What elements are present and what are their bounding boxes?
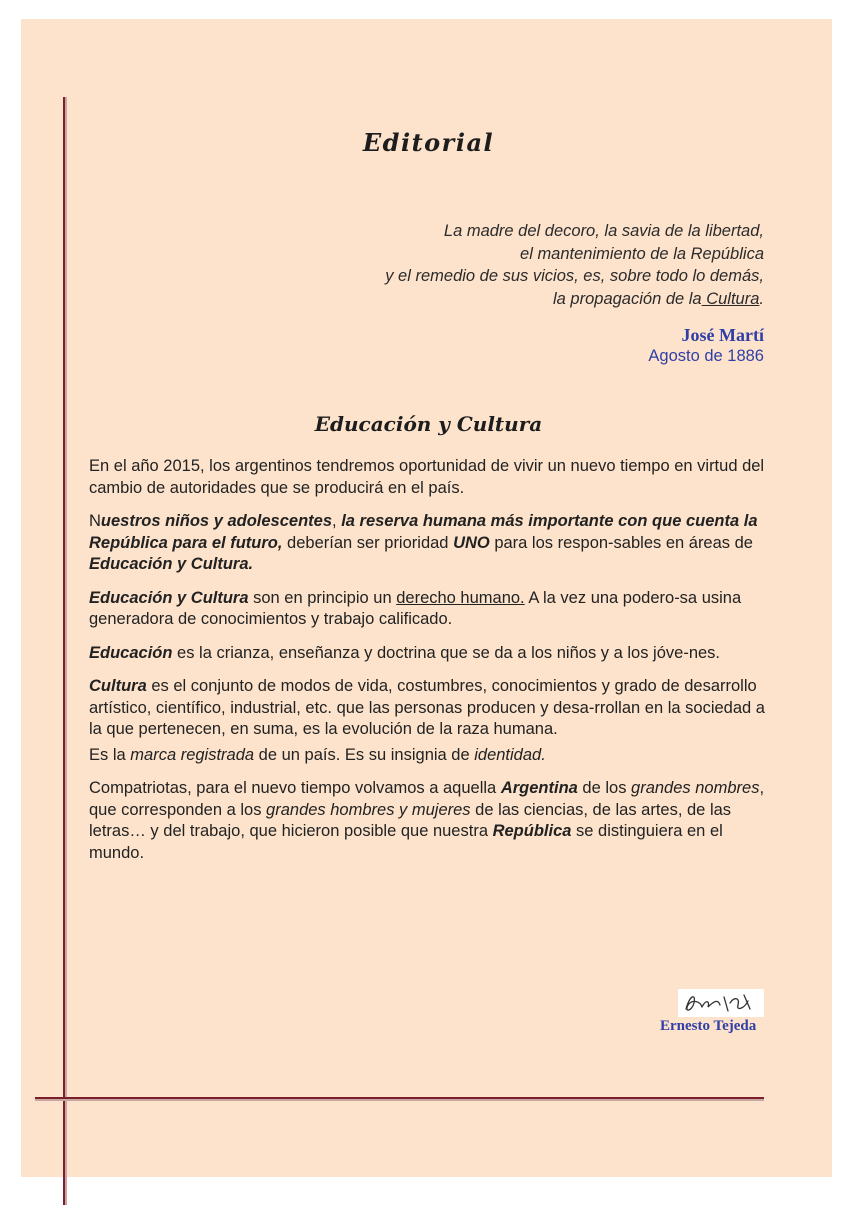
text: se distinguiera en el mundo. — [89, 822, 723, 862]
italic-text: grandes hombres y mujeres — [266, 800, 471, 819]
italic-text: grandes nombres — [631, 779, 760, 797]
italic-text: marca registrada — [130, 745, 255, 764]
text: , — [332, 512, 342, 530]
section-title: Educación y Cultura — [314, 412, 543, 436]
text: de un país. Es su insignia de — [254, 745, 475, 764]
text: de las ciencias, de las artes, de las letras… y del trabajo, que hicieron posible que nuestra — [89, 800, 732, 840]
text: deberían ser prioridad — [282, 533, 454, 552]
vertical-rule — [63, 97, 65, 1205]
paragraph — [89, 643, 765, 665]
epigraph-line: La madre del decoro, la savia de la libertad, — [443, 222, 764, 240]
emphasis: República — [492, 822, 572, 840]
paragraph — [89, 778, 765, 864]
text: es la crianza, enseñanza y doctrina que se da a los niños y a los jóve-nes. — [172, 643, 721, 662]
epigraph-text: . — [759, 289, 764, 308]
signature-image — [678, 989, 764, 1017]
paragraph — [89, 588, 765, 631]
epigraph-line — [244, 288, 764, 311]
text: son en principio un — [248, 588, 397, 607]
text: Es la — [89, 745, 131, 764]
paragraph — [89, 511, 765, 576]
underlined-text: derecho humano. — [396, 588, 525, 607]
handwritten-signature-icon — [678, 989, 764, 1017]
epigraph — [244, 220, 764, 310]
epigraph-line: el mantenimiento de la República — [520, 244, 764, 263]
author-name: José Martí — [681, 325, 764, 345]
emphasis: Cultura — [89, 677, 147, 695]
signature-name: Ernesto Tejeda — [660, 1018, 757, 1034]
paragraph: En el año 2015, los argentinos tendremos oportunidad de vivir un nuevo tiempo en virtud del cambio de autoridades que se producirá en el país. — [89, 457, 765, 497]
epigraph-text: la propagación de la — [553, 289, 702, 308]
paragraph — [89, 745, 765, 767]
text: N — [89, 512, 101, 530]
page-title: Editorial — [362, 128, 495, 157]
emphasis: Educación — [89, 643, 173, 662]
author-date: Agosto de 1886 — [648, 347, 764, 365]
text: Compatriotas, para el nuevo tiempo volvamos a aquella — [89, 779, 501, 797]
text: , que corresponden a los — [89, 779, 765, 819]
italic-text: identidad. — [474, 745, 546, 764]
text: es el conjunto de modos de vida, costumbres, conocimientos y grado de desarrollo artístico, científico, industrial, etc. que las personas producen y desa-rrollan en la sociedad a la que pertenecen, en suma, es la evolución de la raza humana. — [89, 677, 765, 738]
epigraph-underlined-word: Cultura — [701, 289, 760, 308]
text: A la vez una podero-sa usina generadora de conocimientos y trabajo calificado. — [89, 588, 742, 628]
epigraph-line: y el remedio de sus vicios, es, sobre todo lo demás, — [385, 267, 764, 285]
emphasis: la reserva humana más importante con que cuenta la República para el futuro, — [89, 512, 758, 552]
text: para los respon-sables en áreas de — [489, 533, 753, 552]
horizontal-rule — [35, 1097, 764, 1099]
emphasis: Argentina — [500, 779, 578, 797]
emphasis: Educación y Cultura. — [89, 555, 254, 573]
paragraph — [89, 676, 765, 741]
epigraph-attribution — [648, 324, 764, 366]
article-body — [89, 456, 765, 876]
emphasis: uestros niños y adolescentes — [100, 512, 333, 530]
emphasis: UNO — [453, 533, 490, 552]
emphasis: Educación y Cultura — [89, 588, 249, 607]
text: de los — [577, 779, 632, 797]
